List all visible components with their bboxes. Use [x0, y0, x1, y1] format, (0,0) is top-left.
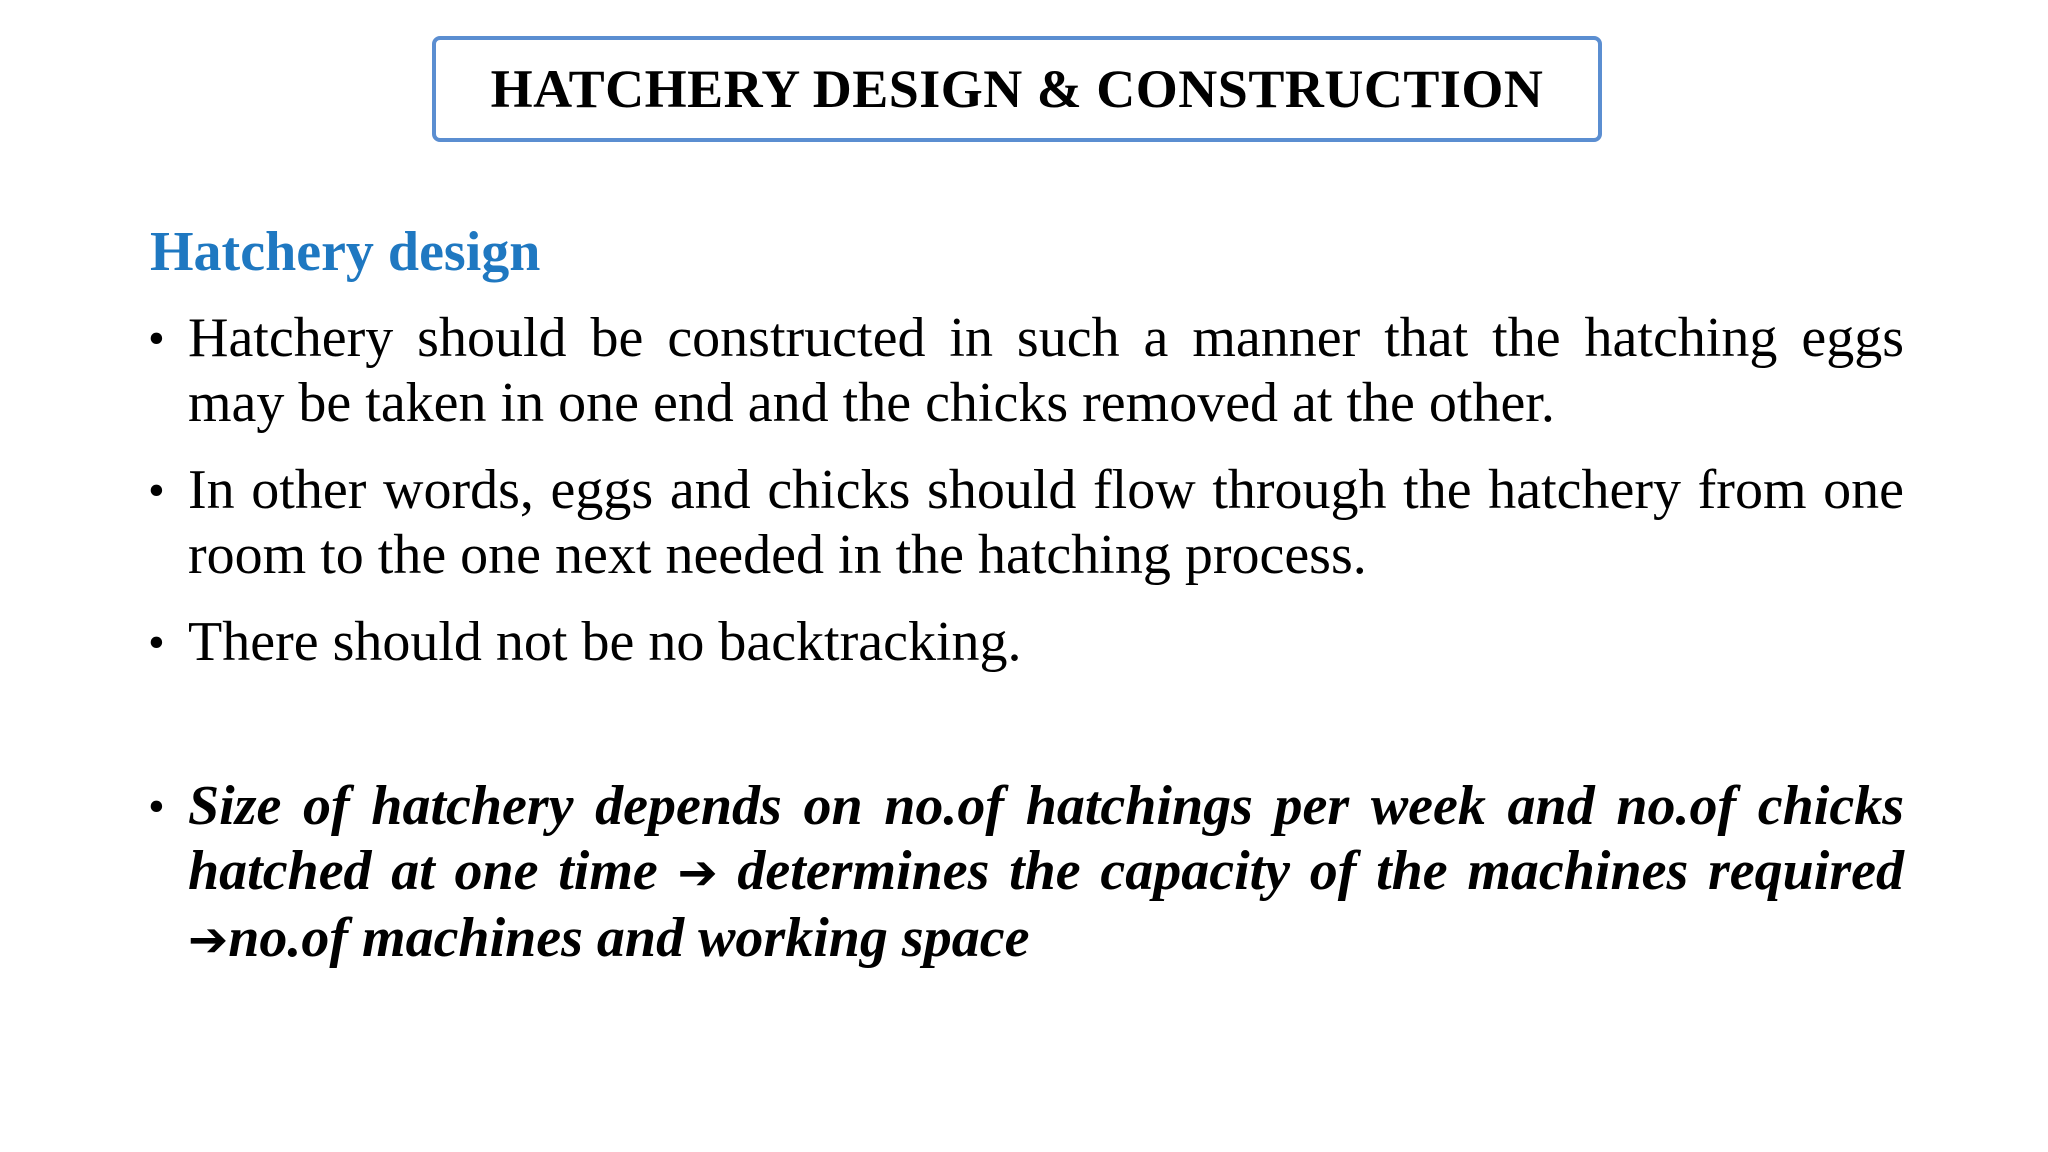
list-item: [148, 306, 1904, 436]
bullet-text: In other words, eggs and chicks should flow through the hatchery from one room to the one next needed in the hatching process.: [188, 459, 1904, 586]
slide-title: HATCHERY DESIGN & CONSTRUCTION: [490, 59, 1544, 119]
bullet-list: [148, 306, 1904, 995]
emphasis-text-part3: no.of machines and working space: [228, 907, 1030, 969]
section-heading: Hatchery design: [150, 221, 541, 283]
emphasis-text-part2: determines the capacity of the machines required: [717, 840, 1904, 902]
bullet-icon: •: [148, 464, 165, 517]
title-box: [432, 36, 1602, 142]
bullet-icon: •: [148, 780, 165, 833]
emphasis-list-item: [148, 774, 1904, 973]
emphasis-text-part1: Size of hatchery depends on no.of hatchings per week and no.of chicks hatched at one time: [188, 775, 1904, 902]
bullet-icon: •: [148, 616, 165, 669]
bullet-text: Hatchery should be constructed in such a manner that the hatching eggs may be taken in one end and the chicks removed at the other.: [188, 307, 1904, 434]
arrow-right-icon: ➔: [677, 845, 718, 901]
list-item: [148, 610, 1904, 675]
arrow-right-icon: ➔: [188, 912, 229, 968]
bullet-icon: •: [148, 312, 165, 365]
list-item: [148, 458, 1904, 588]
bullet-text: There should not be no backtracking.: [188, 611, 1022, 673]
